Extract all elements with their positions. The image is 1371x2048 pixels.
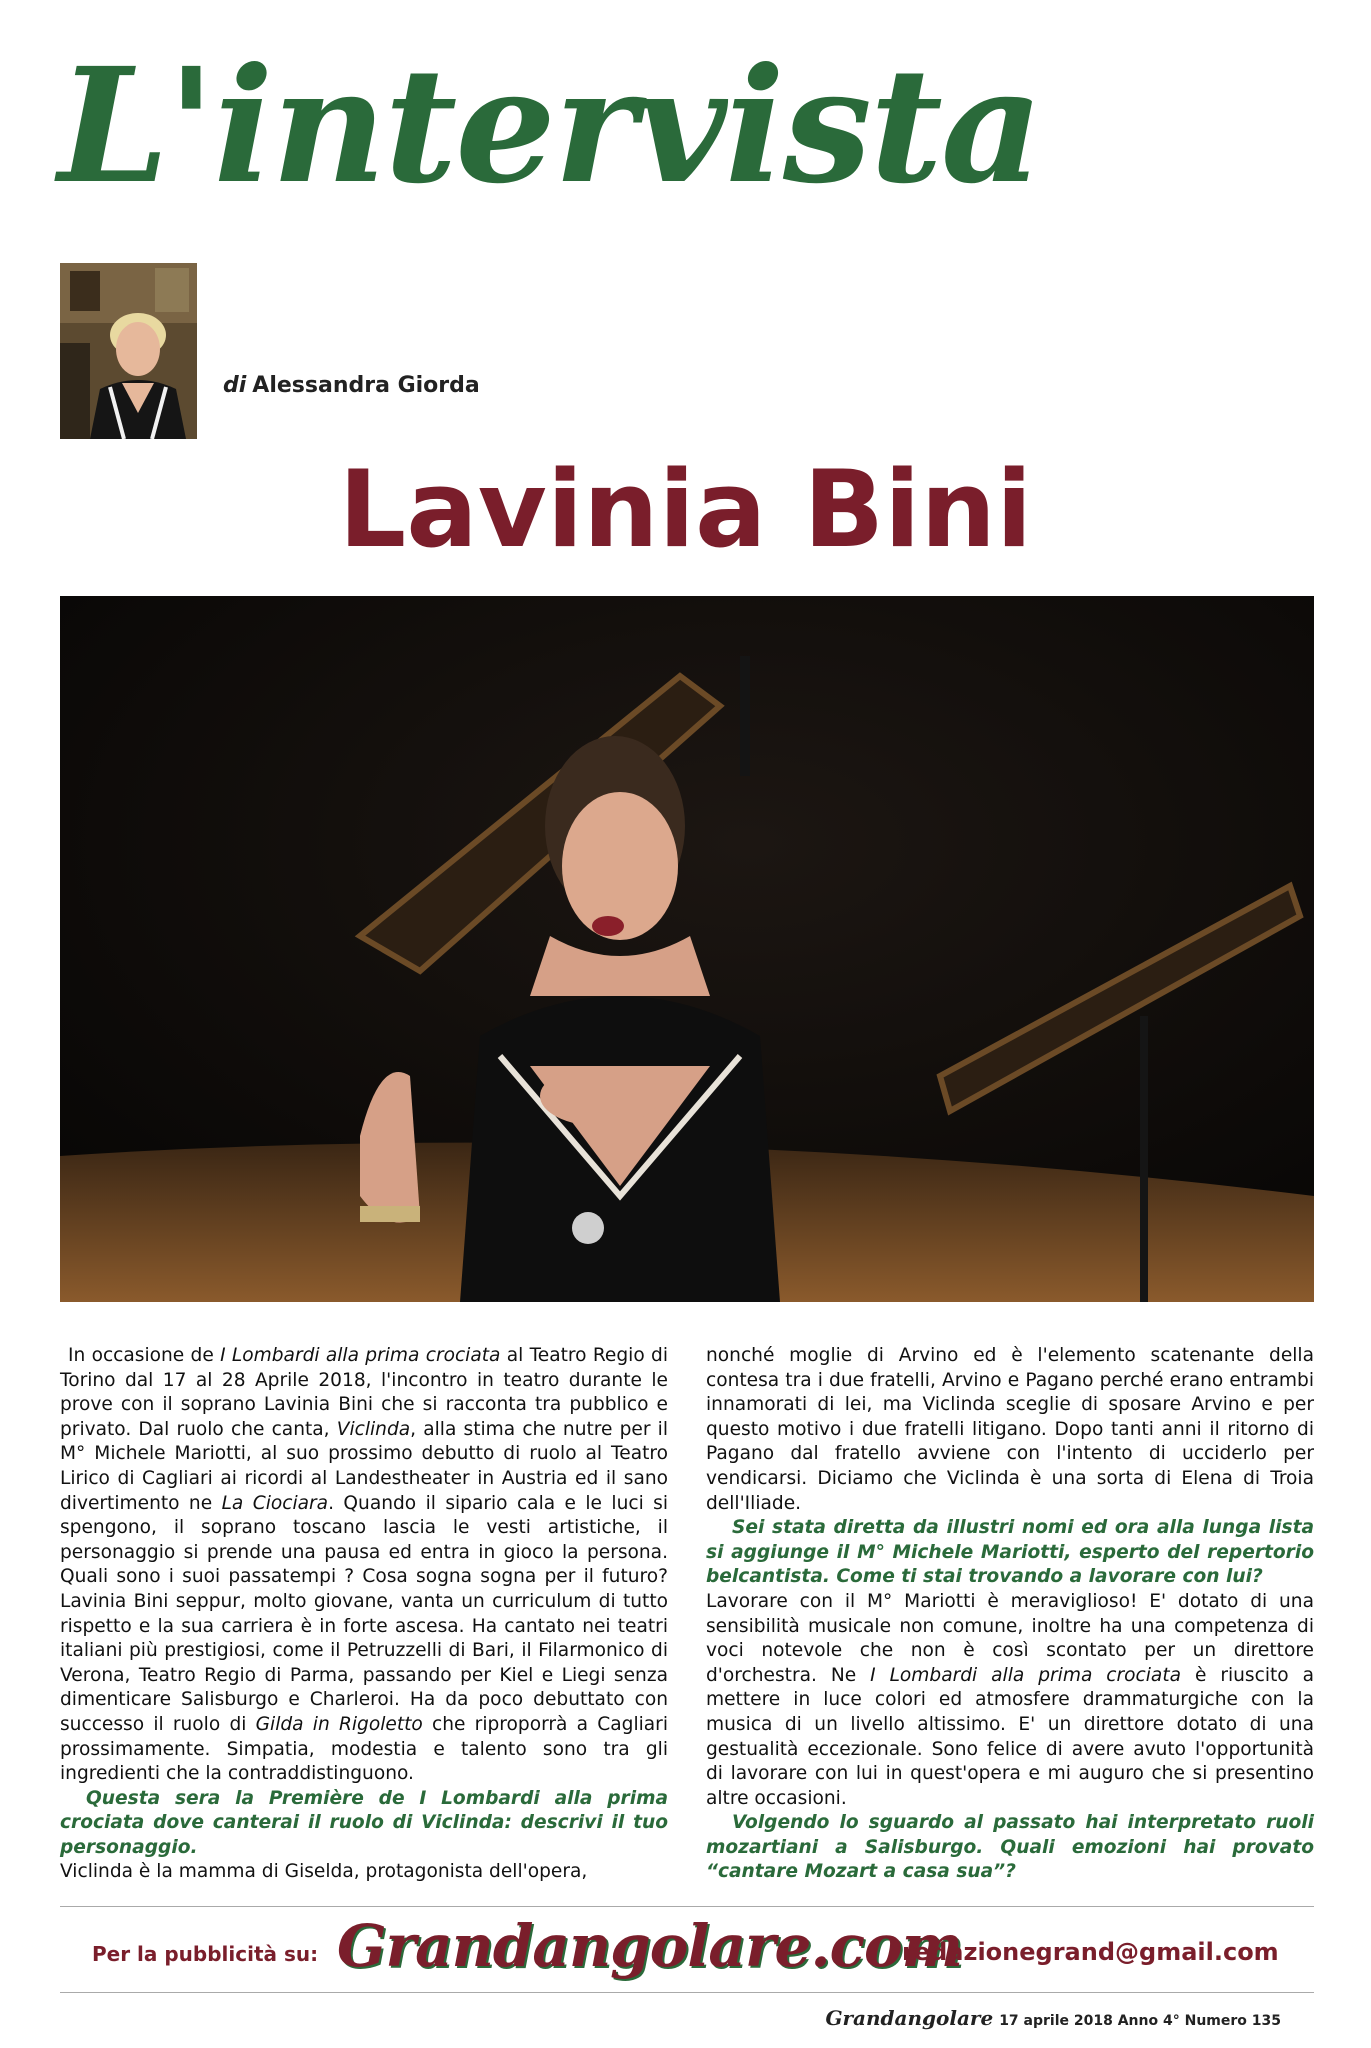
- text-run: . Quando il sipario cala e le luci si spengono, il soprano toscano lascia le vesti artistiche, il personaggio si prende una pausa ed entra in gioco la persona. Quali sono i suoi passatempi ? Cosa sogna sogna per il futuro? Lavinia Bini seppur, molto giovane, vanta un curriculum di tutto rispetto e la sua carriera è in forte ascesa. Ha cantato nei teatri italiani più prestigiosi, come il Petruzzelli di Bari, il Filarmonico di Verona, Teatro Regio di Parma, passando per Kiel e Liegi senza dimenticare Salisburgo e Charleroi. Ha da poco debuttato con successo il ruolo di: [60, 1492, 668, 1735]
- author-photo: [60, 263, 197, 439]
- text-run: Lavorare con il M° Mariotti è meraviglioso! E' dotato di una sensibilità musicale non comune, inoltre ha una competenza di voci notevole che non è così scontato per un direttore d'orchestra. Ne: [706, 1590, 1314, 1686]
- author-name: Alessandra Giorda: [252, 373, 480, 398]
- contact-email-link[interactable]: redazionegrand@gmail.com: [902, 1938, 1279, 1966]
- italic-title: I Lombardi alla prima crociata: [220, 1345, 501, 1366]
- text-run: , alla stima che nutre per il M° Michele Mariotti, al suo prossimo debutto di ruolo al Teatro Lirico di Cagliari ai ricordi al Landestheater in Austria ed il sano divertimento ne: [60, 1418, 668, 1514]
- article-column-right: [706, 1344, 1314, 1885]
- author-portrait-image: [60, 263, 197, 439]
- ad-label: Per la pubblicità su:: [92, 1942, 319, 1966]
- soprano-stage-image: [60, 596, 1314, 1302]
- advertising-bar: [60, 1912, 1314, 1980]
- text-run: In occasione de: [68, 1345, 221, 1366]
- issue-info: 17 aprile 2018 Anno 4° Numero 135: [999, 2013, 1281, 2029]
- article-paragraph: [706, 1590, 1314, 1811]
- text-run: al Teatro Regio di Torino dal 17 al 28 Aprile 2018, l'incontro in teatro durante le prove con il soprano Lavinia Bini che si racconta tra pubblico e privato. Dal ruolo che canta,: [60, 1345, 668, 1440]
- italic-title: Viclinda: [336, 1418, 411, 1440]
- text-run: che riproporrà a Cagliari prossimamente. Simpatia, modestia e talento sono tra gli ingredienti che la contraddistinguono.: [60, 1713, 668, 1785]
- site-logo[interactable]: Grandangolare.com: [337, 1912, 963, 1980]
- divider-bottom: [60, 1992, 1314, 1993]
- interview-question: Volgendo lo sguardo al passato hai interpretato ruoli mozartiani a Salisburgo. Quali emozioni hai provato “cantare Mozart a casa sua”?: [706, 1812, 1314, 1883]
- hero-photo: [60, 596, 1314, 1302]
- article-paragraph: [60, 1860, 668, 1885]
- article-paragraph: [706, 1344, 1314, 1516]
- article-paragraph: [60, 1344, 668, 1787]
- text-run: Viclinda è la mamma di Giselda, protagonista dell'opera,: [60, 1861, 588, 1883]
- italic-title: Gilda in Rigoletto: [255, 1713, 423, 1735]
- footer-brand: Grandangolare: [825, 2006, 994, 2030]
- divider-top: [60, 1906, 1314, 1907]
- article-column-left: [60, 1344, 668, 1885]
- text-run: è riuscito a mettere in luce colori ed atmosfere drammaturgiche con la musica di un livello altissimo. E' un direttore dotato di una gestualità eccezionale. Sono felice di avere avuto l'opportunità di lavorare con lui in quest'opera e mi auguro che si presentino altre occasioni.: [706, 1664, 1314, 1809]
- interview-question: Questa sera la Première de I Lombardi alla prima crociata dove canterai il ruolo di Viclinda: descrivi il tuo personaggio.: [60, 1787, 668, 1858]
- author-byline: [223, 373, 480, 398]
- page-footer: [825, 2006, 1281, 2030]
- article-body: [60, 1344, 1314, 1885]
- article-headline: Lavinia Bini: [338, 448, 1033, 571]
- interview-question: Sei stata diretta da illustri nomi ed ora alla lunga lista si aggiunge il M° Michele Mariotti, esperto del repertorio belcantista. Come ti stai trovando a lavorare con lui?: [706, 1517, 1314, 1588]
- masthead-title: L'intervista: [58, 34, 1042, 219]
- italic-title: I Lombardi alla prima crociata: [870, 1664, 1181, 1686]
- text-run: nonché moglie di Arvino ed è l'elemento scatenante della contesa tra i due fratelli, Arvino e Pagano perché erano entrambi innamorati di lei, ma Viclinda sceglie di sposare Arvino e per questo motivo i due fratelli litigano. Dopo tanti anni il ritorno di Pagano dal fratello avviene con l'intento di ucciderlo per vendicarsi. Diciamo che Viclinda è una sorta di Elena di Troia dell'Iliade.: [706, 1345, 1314, 1514]
- italic-title: La Ciociara: [221, 1492, 329, 1514]
- byline-prefix: di: [223, 373, 247, 398]
